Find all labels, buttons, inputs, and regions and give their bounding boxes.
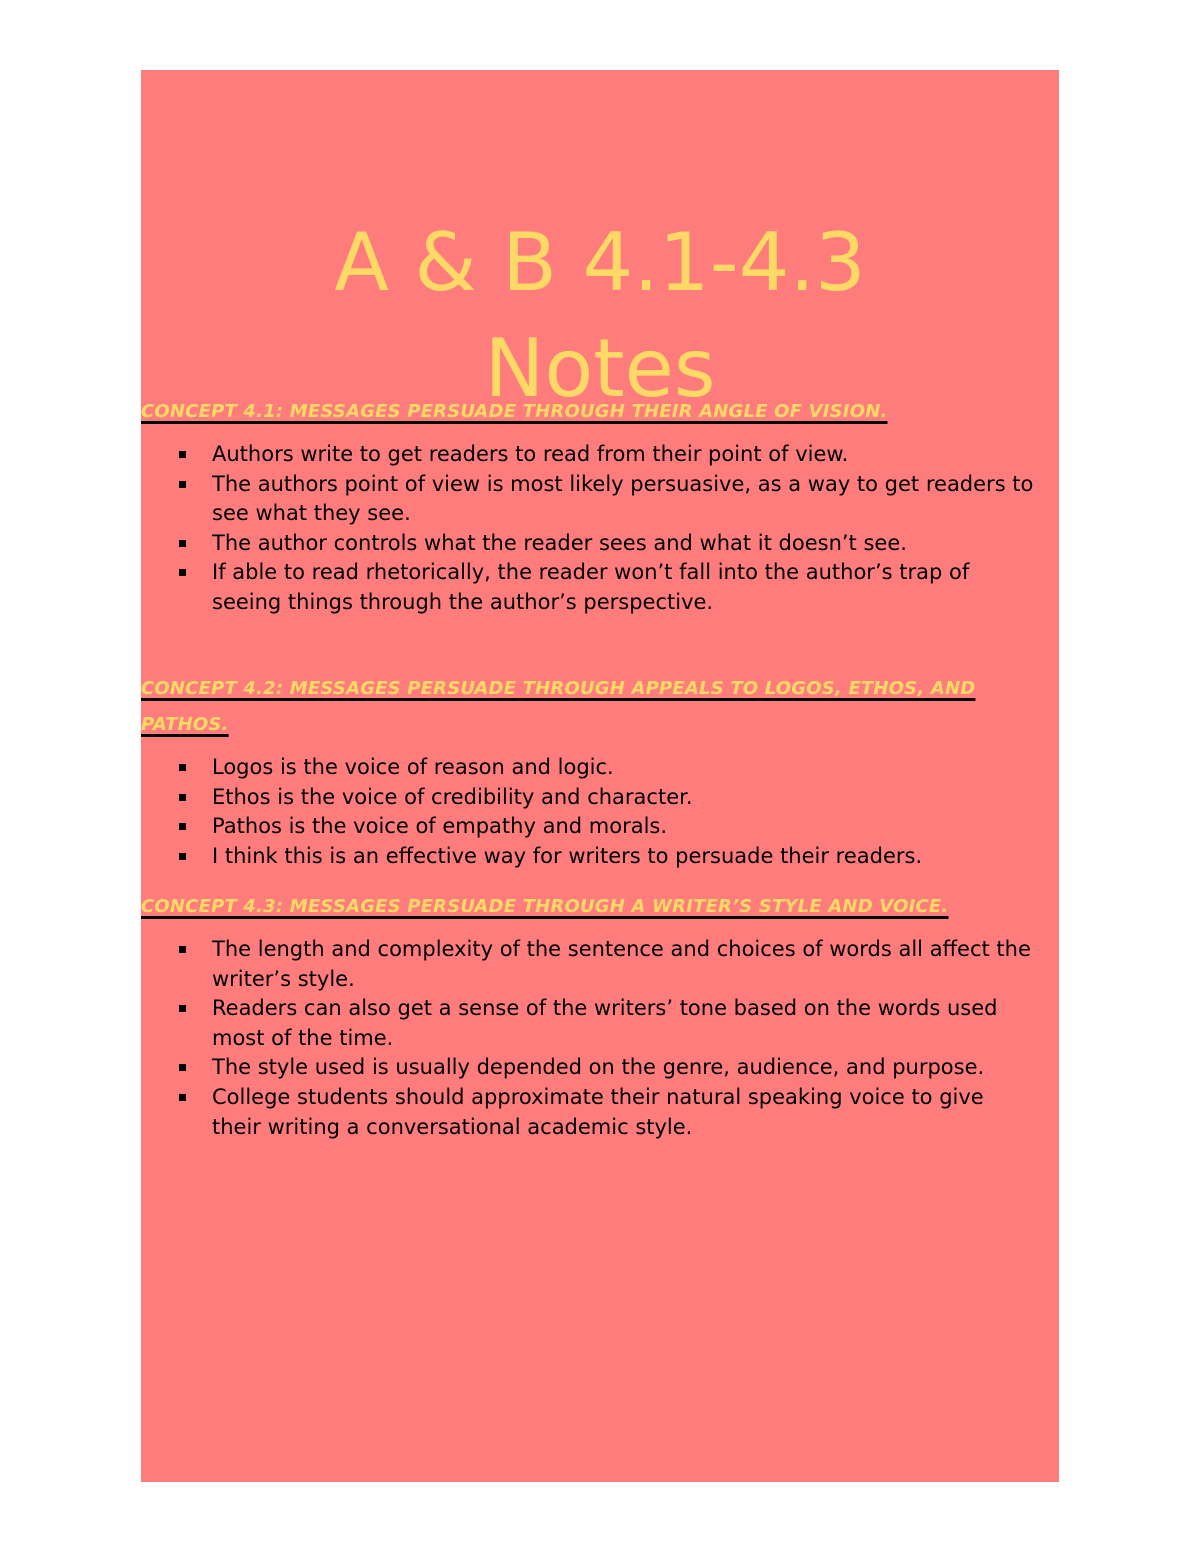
list-item-text: Readers can also get a sense of the writers’ tone based on the words used most of the time. [212,996,998,1050]
list-item [141,812,1059,842]
list-item [141,935,1059,994]
square-bullet-icon [179,853,186,860]
list-item [141,470,1059,529]
bullet-list [141,753,1059,871]
list-item [141,440,1059,470]
list-item-text: Logos is the voice of reason and logic. [212,755,614,779]
square-bullet-icon [179,1094,186,1101]
list-item [141,529,1059,559]
section-heading: CONCEPT 4.2: MESSAGES PERSUADE THROUGH APPEALS TO LOGOS, ETHOS, AND PATHOS. [141,678,976,735]
page-title-line-1: A & B 4.1-4.3 [334,215,866,309]
square-bullet-icon [179,451,186,458]
section-concept-4-1 [141,394,1059,618]
document-page [141,70,1059,1482]
square-bullet-icon [179,946,186,953]
section-concept-4-2 [141,671,1059,871]
list-item [141,994,1059,1053]
square-bullet-icon [179,569,186,576]
list-item-text: The length and complexity of the sentence and choices of words all affect the writer’s style. [212,937,1031,991]
square-bullet-icon [179,823,186,830]
list-item-text: Authors write to get readers to read from their point of view. [212,442,849,466]
list-item [141,753,1059,783]
square-bullet-icon [179,481,186,488]
square-bullet-icon [179,1005,186,1012]
list-item [141,558,1059,617]
list-item-text: The author controls what the reader sees and what it doesn’t see. [212,530,907,555]
page-title [141,210,1059,422]
list-item-text: The authors point of view is most likely persuasive, as a way to get readers to see what they see. [212,471,1034,526]
square-bullet-icon [179,540,186,547]
square-bullet-icon [179,1064,186,1071]
list-item [141,1083,1059,1142]
list-item-text: Ethos is the voice of credibility and character. [212,784,693,809]
list-item-text: If able to read rhetorically, the reader won’t fall into the author’s trap of seeing things through the author’s perspective. [212,560,970,614]
section-heading: CONCEPT 4.3: MESSAGES PERSUADE THROUGH A WRITER’S STYLE AND VOICE. [141,896,949,917]
list-item [141,1053,1059,1083]
square-bullet-icon [179,794,186,801]
list-item-text: The style used is usually depended on the genre, audience, and purpose. [212,1055,985,1080]
list-item [141,783,1059,813]
bullet-list [141,935,1059,1142]
section-concept-4-3 [141,889,1059,1142]
list-item-text: Pathos is the voice of empathy and morals. [212,814,668,839]
bullet-list [141,440,1059,618]
list-item [141,842,1059,872]
section-heading: CONCEPT 4.1: MESSAGES PERSUADE THROUGH THEIR ANGLE OF VISION. [141,401,888,422]
square-bullet-icon [179,764,186,771]
page-title-line-2: Notes [484,321,716,415]
list-item-text: College students should approximate their natural speaking voice to give their writing a conversational academic style. [212,1084,984,1139]
list-item-text: I think this is an effective way for writers to persuade their readers. [212,843,923,868]
